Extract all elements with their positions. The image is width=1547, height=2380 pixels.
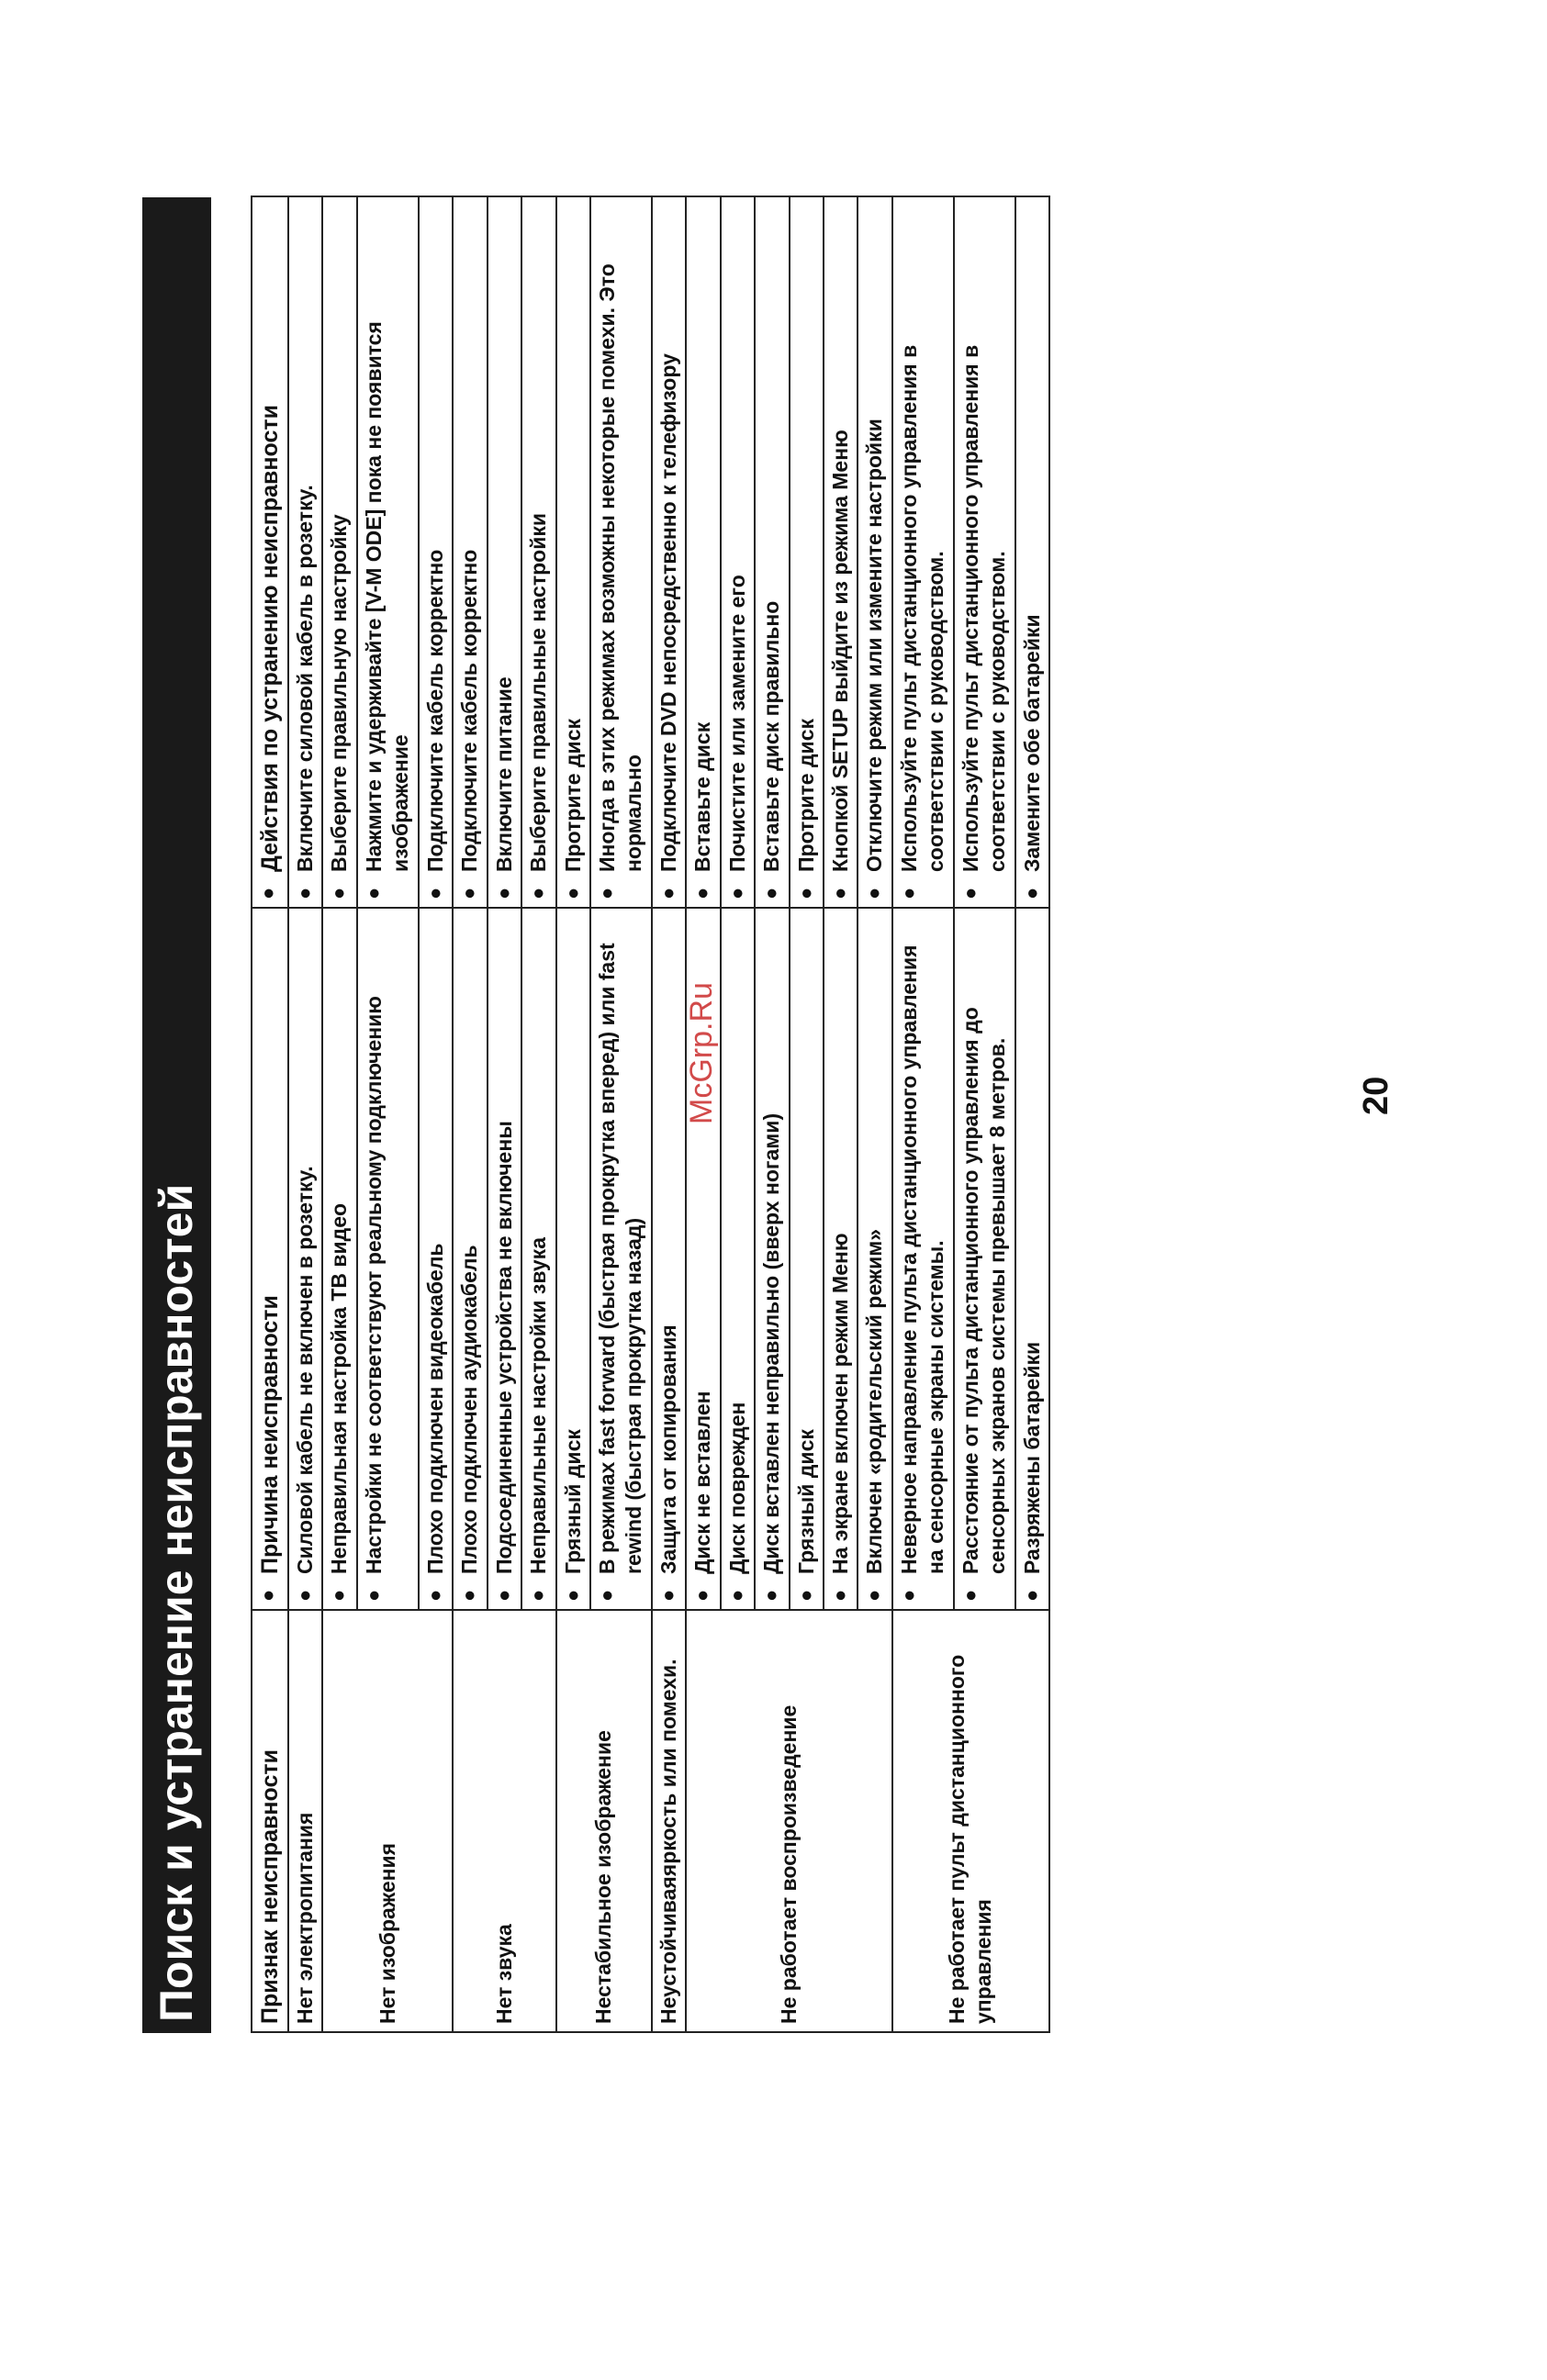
cause-cell: ●Грязный диск: [790, 908, 824, 1610]
bullet-icon: ●: [828, 887, 851, 899]
symptom-cell: Нет изображения: [322, 1610, 453, 2032]
action-cell: ●Вставьте диск: [686, 196, 720, 908]
action-cell: ●Подключите DVD непосредственно к телефизору: [652, 196, 686, 908]
table-row: [453, 196, 487, 2032]
cause-cell: ●Подсоединенные устройства не включены: [488, 908, 521, 1610]
bullet-icon: ●: [457, 1589, 481, 1602]
bullet-icon: ●: [958, 887, 981, 899]
cause-cell: ●На экране включен режим Меню: [824, 908, 858, 1610]
action-cell: ●Выберите правильные настройки: [521, 196, 555, 908]
cause-cell: ●Расстояние от пульта дистанционного управления до сенсорных экранов системы превышает 8 метров.: [954, 908, 1015, 1610]
bullet-icon: ●: [491, 1589, 515, 1602]
cause-cell: ●Диск вставлен неправильно (вверх ногами): [755, 908, 789, 1610]
cause-cell: ●Настройки не соответствуют реальному подключению: [357, 908, 419, 1610]
bullet-icon: ●: [457, 887, 481, 899]
cause-cell: ●Грязный диск: [556, 908, 590, 1610]
header-action: ●Действия по устранению неисправности: [252, 196, 288, 908]
cause-cell: ●Плохо подключен видеокабель: [419, 908, 453, 1610]
bullet-icon: ●: [656, 1589, 679, 1602]
bullet-icon: ●: [422, 1589, 446, 1602]
table-header-row: [252, 196, 288, 2032]
symptom-cell: Не работает воспроизведение: [686, 1610, 892, 2032]
action-cell: ●Замените обе батарейки: [1015, 196, 1049, 908]
cause-cell: ●Диск не вставлен: [686, 908, 720, 1610]
bullet-icon: ●: [896, 1589, 920, 1602]
bullet-icon: ●: [690, 1589, 714, 1602]
symptom-cell: Не работает пульт дистанционного управления: [892, 1610, 1049, 2032]
bullet-icon: ●: [256, 887, 279, 899]
rotated-page-content: [142, 197, 1198, 2033]
bullet-icon: ●: [896, 887, 920, 899]
bullet-icon: ●: [1019, 1589, 1043, 1602]
bullet-icon: ●: [422, 887, 446, 899]
bullet-icon: ●: [862, 1589, 886, 1602]
cause-cell: ●Неверное направление пульта дистанционного управления на сенсорные экраны системы.: [892, 908, 954, 1610]
cause-cell: ●Разряжены батарейки: [1015, 908, 1049, 1610]
troubleshooting-table: [251, 196, 1050, 2033]
cause-cell: ●Диск поврежден: [721, 908, 755, 1610]
action-cell: ●Вставьте диск правильно: [755, 196, 789, 908]
action-cell: ●Используйте пульт дистанционного управления в соответствии с руководством.: [892, 196, 954, 908]
action-cell: ●Нажмите и удерживайте [V-M ODE] пока не появится изображение: [357, 196, 419, 908]
bullet-icon: ●: [690, 887, 714, 899]
cause-cell: ●Включен «родительский режим»: [858, 908, 891, 1610]
action-cell: ●Включите силовой кабель в розетку.: [288, 196, 322, 908]
table-row: [556, 196, 590, 2032]
action-cell: ●Используйте пульт дистанционного управления в соответствии с руководством.: [954, 196, 1015, 908]
bullet-icon: ●: [361, 1589, 385, 1602]
table-row: [652, 196, 686, 2032]
table-row: [892, 196, 954, 2032]
watermark: McGrp.Ru: [684, 982, 719, 1124]
header-symptom: Признак неисправности: [252, 1610, 288, 2032]
symptom-cell: Нет электропитания: [288, 1610, 322, 2032]
cause-cell: ●Неправильные настройки звука: [521, 908, 555, 1610]
action-cell: ●Кнопкой SETUP выйдите из режима Меню: [824, 196, 858, 908]
page-number: 20: [1357, 1076, 1396, 1115]
action-cell: ●Отключите режим или измените настройки: [858, 196, 891, 908]
bullet-icon: ●: [560, 1589, 584, 1602]
action-cell: ●Протрите диск: [556, 196, 590, 908]
bullet-icon: ●: [327, 1589, 351, 1602]
cause-cell: ●Защита от копирования: [652, 908, 686, 1610]
bullet-icon: ●: [293, 887, 316, 899]
action-cell: ●Включите питание: [488, 196, 521, 908]
bullet-icon: ●: [958, 1589, 981, 1602]
bullet-icon: ●: [656, 887, 679, 899]
bullet-icon: ●: [491, 887, 515, 899]
bullet-icon: ●: [361, 887, 385, 899]
symptom-cell: Нестабильное изображение: [556, 1610, 652, 2032]
bullet-icon: ●: [862, 887, 886, 899]
bullet-icon: ●: [724, 1589, 748, 1602]
action-cell: ●Почистите или замените его: [721, 196, 755, 908]
table-row: [322, 196, 356, 2032]
bullet-icon: ●: [759, 1589, 783, 1602]
cause-cell: ●Силовой кабель не включен в розетку.: [288, 908, 322, 1610]
bullet-icon: ●: [256, 1589, 279, 1602]
bullet-icon: ●: [594, 1589, 618, 1602]
action-cell: ●Подключите кабель корректно: [453, 196, 487, 908]
bullet-icon: ●: [828, 1589, 851, 1602]
page-title: Поиск и устранение неисправностей: [142, 197, 211, 2033]
action-cell: ●Протрите диск: [790, 196, 824, 908]
cause-cell: ●Неправильная настройка ТВ видео: [322, 908, 356, 1610]
bullet-icon: ●: [724, 887, 748, 899]
symptom-cell: Неустойчиваяяркость или помехи.: [652, 1610, 686, 2032]
symptom-cell: Нет звука: [453, 1610, 555, 2032]
bullet-icon: ●: [327, 887, 351, 899]
cause-cell: ●В режимах fast forward (быстрая прокрутка вперед) или fast rewind (быстрая прокрутка назад): [590, 908, 652, 1610]
bullet-icon: ●: [560, 887, 584, 899]
bullet-icon: ●: [526, 1589, 550, 1602]
bullet-icon: ●: [793, 1589, 817, 1602]
table-row: [288, 196, 322, 2032]
action-cell: ●Выберите правильную настройку: [322, 196, 356, 908]
bullet-icon: ●: [293, 1589, 316, 1602]
bullet-icon: ●: [594, 887, 618, 899]
cause-cell: ●Плохо подключен аудиокабель: [453, 908, 487, 1610]
bullet-icon: ●: [759, 887, 783, 899]
action-cell: ●Подключите кабель корректно: [419, 196, 453, 908]
table-body: [288, 196, 1049, 2032]
bullet-icon: ●: [1019, 887, 1043, 899]
action-cell: ●Иногда в этих режимах возможны некоторые помехи. Это нормально: [590, 196, 652, 908]
header-cause: ●Причина неисправности: [252, 908, 288, 1610]
bullet-icon: ●: [526, 887, 550, 899]
bullet-icon: ●: [793, 887, 817, 899]
